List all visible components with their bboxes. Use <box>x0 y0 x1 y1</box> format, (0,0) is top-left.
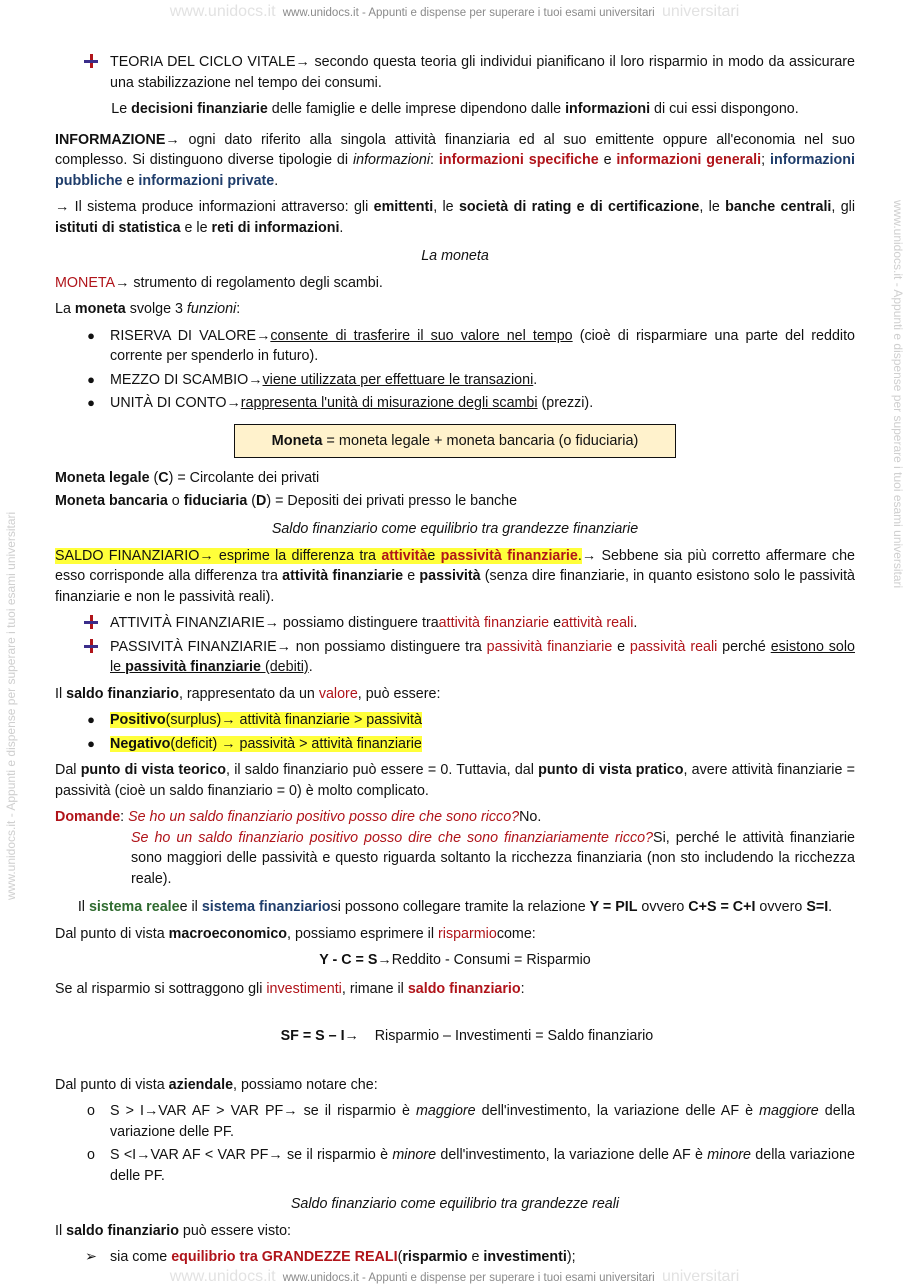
arrow: → <box>115 274 130 291</box>
term: risparmio <box>438 925 497 942</box>
section-title-grandezze-reali: Saldo finanziario come equilibrio tra grandezze reali <box>290 1196 620 1212</box>
side-watermark-left: www.unidocs.it - Appunti e dispense per superare i tuoi esami universitari <box>4 511 18 900</box>
term: Moneta <box>271 432 323 449</box>
arrow: → <box>55 199 70 215</box>
text: Il <box>55 1222 67 1239</box>
bullet-dot-icon: ● <box>87 395 95 410</box>
term: macroeconomico <box>168 925 288 942</box>
term: punto di vista teorico <box>80 762 227 778</box>
text: , possiamo notare che: <box>233 1076 378 1093</box>
paragraph-moneta-legale <box>55 468 855 489</box>
paragraph-funzioni <box>55 299 855 320</box>
text: e <box>122 172 139 189</box>
text: , le <box>433 199 459 215</box>
watermark-faint-right: universitari <box>661 3 740 20</box>
arrow: → <box>295 54 310 70</box>
bullet-s-minore-i <box>55 1145 855 1186</box>
text: . <box>274 172 279 189</box>
text: : <box>120 809 129 825</box>
arrow: → <box>199 547 214 564</box>
paragraph-informazione <box>55 130 855 192</box>
term: investimenti <box>266 980 342 997</box>
text: ovvero <box>637 899 689 915</box>
text: ; <box>761 152 770 168</box>
text: ) = Circolante dei privati <box>168 470 320 486</box>
term: Positivo <box>110 712 166 728</box>
text: se il risparmio è <box>282 1147 393 1163</box>
hand-pointer-icon <box>81 613 101 634</box>
text: possiamo distinguere tra <box>278 615 439 631</box>
text: (surplus) <box>165 712 222 728</box>
text: dell'investimento, la variazione delle AF è <box>475 1103 760 1119</box>
term: informazioni private <box>138 172 275 189</box>
bullet-negativo <box>55 734 855 755</box>
text: (prezzi). <box>537 395 594 411</box>
text: viene utilizzata per effettuare le transazioni <box>262 371 534 388</box>
formula: Y - C = S <box>319 952 378 968</box>
text: può essere visto: <box>178 1222 291 1239</box>
text: . <box>577 547 582 564</box>
page-content <box>55 52 855 1271</box>
formula-saldo <box>55 1005 855 1067</box>
term: equilibrio tra GRANDEZZE REALI <box>171 1249 398 1265</box>
text: : <box>236 301 241 317</box>
term: informazioni specifiche <box>438 152 599 168</box>
highlighted-definition <box>55 548 582 564</box>
term: RISERVA DI VALORE <box>110 327 257 344</box>
paragraph-saldo-valore <box>55 684 855 705</box>
hand-pointer-icon <box>81 637 101 658</box>
term: punto di vista pratico <box>538 762 684 778</box>
text: , rimane il <box>341 980 408 997</box>
watermark-header <box>0 3 909 21</box>
text: , gli <box>831 199 856 215</box>
text: perché <box>717 638 771 655</box>
text: , può essere: <box>357 685 441 702</box>
term: attività finanziarie <box>438 615 550 631</box>
text: , avere attività finanziarie = passività (cioè un saldo finanziario = 0) è molto complicato. <box>55 762 855 799</box>
text: se il risparmio è <box>297 1103 416 1119</box>
answer: No. <box>519 809 542 825</box>
text: ( <box>397 1249 403 1265</box>
term: VAR AF < VAR PF <box>150 1147 269 1163</box>
term: attività finanziarie <box>282 568 404 584</box>
text: si possono collegare tramite la relazione <box>330 899 590 915</box>
text: (senza dire finanziarie, in quanto esistono solo le passività finanziarie e non le passività reali). <box>55 568 856 605</box>
text: minore <box>392 1147 437 1163</box>
text: di cui essi dispongono. <box>650 101 799 117</box>
paragraph-saldo-visto <box>55 1221 855 1242</box>
term: informazioni generali <box>616 152 762 168</box>
text: Il <box>77 899 89 915</box>
term: valore <box>318 685 358 702</box>
term: informazioni pubbliche <box>55 152 855 189</box>
term: risparmio <box>402 1249 468 1265</box>
term: saldo finanziario <box>66 685 179 702</box>
arrow-bullet-icon: ➢ <box>85 1249 97 1265</box>
text: delle famiglie e delle imprese dipendono dalle <box>267 101 566 117</box>
text: maggiore <box>759 1103 819 1119</box>
text: , possiamo esprimere il <box>287 925 439 942</box>
text: funzioni <box>186 301 237 317</box>
arrow: → <box>264 615 279 631</box>
text: esistono solo le <box>110 638 855 675</box>
arrow: → <box>165 131 180 148</box>
paragraph-saldo-def <box>55 546 855 608</box>
text: (deficit) <box>170 735 222 752</box>
term: SALDO FINANZIARIO <box>55 547 200 564</box>
text: e le <box>180 219 212 236</box>
highlighted-text <box>110 736 422 752</box>
bullet-s-maggiore-i <box>55 1101 855 1142</box>
term: C+S = C+I <box>688 899 756 915</box>
text: e <box>549 615 562 631</box>
bullet-unita-conto <box>55 393 855 414</box>
arrow-bullet-grandezze-reali <box>55 1247 855 1268</box>
text: . <box>308 659 313 675</box>
term: aziendale <box>168 1076 234 1093</box>
term: reti di informazioni <box>211 219 340 236</box>
term: PASSIVITÀ FINANZIARIE <box>110 638 277 655</box>
attivita-finanziarie-item <box>55 613 855 634</box>
ciclo-vitale-item <box>55 52 855 93</box>
text: ); <box>566 1249 576 1265</box>
watermark-text: www.unidocs.it - Appunti e dispense per superare i tuoi esami universitari <box>282 7 655 19</box>
term: D <box>256 492 267 509</box>
text: Dal <box>55 762 81 778</box>
term: saldo finanziario <box>407 980 521 997</box>
bullet-positivo <box>55 710 855 731</box>
text: dell'investimento, la variazione delle AF è <box>436 1147 708 1163</box>
paragraph-domanda-2 <box>55 828 855 890</box>
bullet-circle-icon: o <box>87 1147 95 1163</box>
arrow: → <box>248 371 263 388</box>
arrow: → <box>256 327 271 344</box>
text: Reddito - Consumi = Risparmio <box>391 952 591 968</box>
term: informazioni <box>565 101 651 117</box>
text: passività > attività finanziarie <box>235 735 422 752</box>
text: Sebbene sia più corretto affermare che esso corrisponde alla differenza tra <box>55 547 855 584</box>
paragraph-macroeconomico <box>55 924 855 945</box>
term: Domande <box>55 809 121 825</box>
highlighted-text <box>110 712 422 728</box>
term: investimenti <box>483 1249 567 1265</box>
text: della variazione delle PF. <box>110 1103 855 1140</box>
text: ogni dato riferito alla singola attività finanziaria ed al suo emittente oppure all'economia nel suo complesso. Si distinguono diverse tipologie di <box>55 131 855 168</box>
arrow: → <box>268 1147 283 1163</box>
arrow: → <box>221 712 236 728</box>
text: sia come <box>110 1249 172 1265</box>
text: strumento di regolamento degli scambi. <box>129 274 383 291</box>
text: ( <box>149 470 159 486</box>
text: della variazione delle PF. <box>110 1147 855 1184</box>
watermark-faint-left: www.unidocs.it <box>169 3 276 20</box>
term: sistema reale <box>88 899 180 915</box>
text: consente di trasferire il suo valore nel tempo <box>270 327 573 344</box>
term: S <I <box>110 1147 137 1163</box>
formula: SF = S – I <box>280 1027 345 1044</box>
term: S=I <box>806 899 829 915</box>
text: (cioè di risparmiare una parte del reddito corrente per spenderlo in futuro). <box>110 327 856 364</box>
question: Se ho un saldo finanziario positivo posso dire che sono ricco? <box>128 809 520 825</box>
arrow: → <box>136 1147 151 1163</box>
arrow: → <box>283 1103 298 1119</box>
term: MEZZO DI SCAMBIO <box>110 371 249 388</box>
text: e <box>427 547 441 564</box>
paragraph-domande <box>55 807 855 828</box>
text: Le <box>111 101 132 117</box>
term: S > I <box>110 1103 144 1119</box>
term: passività reali <box>629 638 718 655</box>
text: , il saldo finanziario può essere = 0. Tuttavia, dal <box>226 762 539 778</box>
term: società di rating e di certificazione <box>458 199 700 215</box>
text: minore <box>707 1147 751 1163</box>
text: e il <box>179 899 202 915</box>
text: Dal punto di vista <box>55 1076 169 1093</box>
term: Moneta bancaria <box>55 492 168 509</box>
paragraph-moneta-bancaria <box>55 491 855 512</box>
paragraph-sistema-informazioni <box>55 197 855 238</box>
bullet-mezzo-scambio <box>55 370 855 391</box>
hand-pointer-icon <box>81 52 101 73</box>
text: La <box>55 301 75 317</box>
text: come: <box>496 925 536 942</box>
text: . <box>339 219 344 236</box>
term: MONETA <box>55 274 116 291</box>
term: UNITÀ DI CONTO <box>110 395 227 411</box>
arrow: → <box>581 547 597 564</box>
paragraph-punto-vista <box>55 760 855 801</box>
watermark-faint-left: www.unidocs.it <box>169 1268 276 1285</box>
term: passività <box>419 568 481 584</box>
paragraph-decisioni <box>55 99 855 120</box>
text: Se al risparmio si sottraggono gli <box>55 980 267 997</box>
term: decisioni finanziarie <box>131 101 268 117</box>
arrow: → <box>276 638 291 655</box>
bullet-circle-icon: o <box>87 1103 95 1119</box>
text: Risparmio – Investimenti = Saldo finanziario <box>358 1027 654 1044</box>
term: fiduciaria <box>183 492 248 509</box>
term: Negativo <box>110 735 171 752</box>
text: ) = Depositi dei privati presso le banche <box>266 492 518 509</box>
arrow: → <box>344 1027 359 1044</box>
term: Y = PIL <box>589 899 638 915</box>
answer: Si, perché le attività finanziarie sono maggiori delle passività e questo riguarda soltanto la ricchezza finanziaria (non sto includendo la ricchezza reale). <box>131 829 856 887</box>
term: moneta <box>74 301 126 317</box>
text: e <box>612 638 630 655</box>
text: = moneta legale + moneta bancaria (o fiduciaria) <box>322 432 639 449</box>
text: esprime la differenza tra <box>213 547 382 564</box>
text: rappresenta l'unità di misurazione degli scambi <box>240 395 538 411</box>
term: passività finanziarie <box>125 659 261 675</box>
text: . <box>533 371 538 388</box>
passivita-finanziarie-item <box>55 637 855 678</box>
text: maggiore <box>416 1103 476 1119</box>
term: saldo finanziario <box>66 1222 179 1239</box>
text: : <box>520 980 525 997</box>
term: passività finanziarie <box>486 638 613 655</box>
formula-risparmio <box>55 950 855 971</box>
text: , le <box>699 199 726 215</box>
bullet-dot-icon: ● <box>87 735 95 751</box>
watermark-text: www.unidocs.it - Appunti e dispense per superare i tuoi esami universitari <box>282 1272 655 1284</box>
text: attività finanziarie > passività <box>235 712 422 728</box>
bullet-riserva-valore <box>55 326 855 367</box>
question: Se ho un saldo finanziario positivo posso dire che sono finanziariamente ricco? <box>131 829 654 846</box>
text: ( <box>247 492 257 509</box>
section-title-saldo-finanziario: Saldo finanziario come equilibrio tra grandezze finanziarie <box>271 521 639 537</box>
text: e <box>598 152 617 168</box>
arrow: → <box>143 1103 159 1119</box>
bullet-dot-icon: ● <box>87 327 95 343</box>
term: C <box>158 470 169 486</box>
text: Dal punto di vista <box>55 925 169 942</box>
text: e <box>403 568 420 584</box>
moneta-formula-box <box>234 424 676 459</box>
text: ovvero <box>755 899 807 915</box>
arrow: → <box>377 952 392 968</box>
term: sistema finanziario <box>201 899 331 915</box>
section-title-moneta: La moneta <box>421 248 489 264</box>
term: attività <box>381 547 428 564</box>
term: banche centrali <box>725 199 832 215</box>
text: . <box>828 899 833 915</box>
text: . <box>633 615 638 631</box>
text: Il <box>55 685 67 702</box>
text: : <box>430 152 439 168</box>
paragraph-sistema-reale <box>55 897 855 918</box>
text: (debiti) <box>261 659 309 675</box>
bullet-dot-icon: ● <box>87 371 95 387</box>
term: passività finanziarie <box>440 547 578 564</box>
paragraph-moneta-def <box>55 273 855 294</box>
term: INFORMAZIONE <box>55 131 166 148</box>
term: istituti di statistica <box>55 219 181 236</box>
text: informazioni <box>352 152 431 168</box>
term: attività reali <box>561 615 634 631</box>
bullet-dot-icon: ● <box>87 712 95 727</box>
text: e <box>467 1249 484 1265</box>
paragraph-investimenti <box>55 979 855 1000</box>
term: Moneta legale <box>55 470 150 486</box>
item-label: TEORIA DEL CICLO VITALE <box>110 54 296 70</box>
text: Il sistema produce informazioni attraverso: gli <box>69 199 374 215</box>
watermark-faint-right: universitari <box>661 1268 740 1285</box>
arrow: → <box>221 735 236 752</box>
arrow: → <box>226 395 241 411</box>
watermark-footer <box>0 1268 909 1286</box>
text: o <box>167 492 184 509</box>
text: svolge 3 <box>125 301 187 317</box>
term: VAR AF > VAR PF <box>158 1103 284 1119</box>
text: , rappresentato da un <box>178 685 319 702</box>
item-text: secondo questa teoria gli individui pianificano il loro risparmio in modo da assicurare una stabilizzazione nel tempo dei consumi. <box>110 54 855 91</box>
term: ATTIVITÀ FINANZIARIE <box>110 615 265 631</box>
paragraph-aziendale <box>55 1075 855 1096</box>
side-watermark-right: www.unidocs.it - Appunti e dispense per superare i tuoi esami universitari <box>891 200 905 589</box>
text: non possiamo distinguere tra <box>290 638 487 655</box>
term: emittenti <box>373 199 434 215</box>
